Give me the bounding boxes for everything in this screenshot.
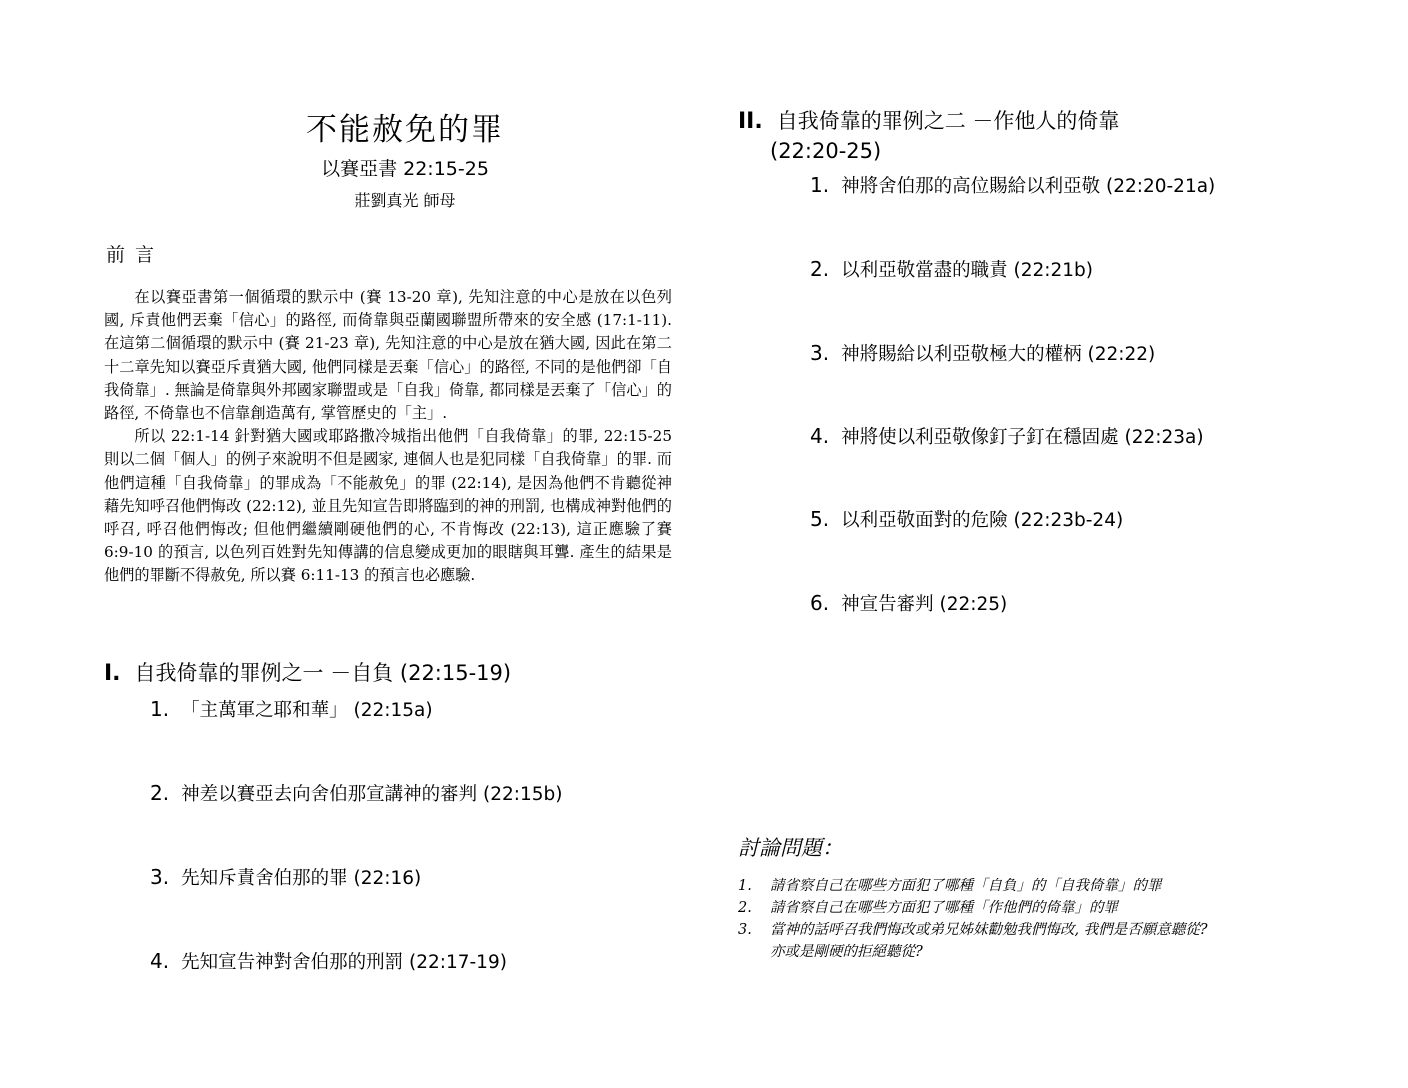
item-text: 神宣告審判 (22:25) xyxy=(841,594,1008,615)
item-number: 3. xyxy=(150,865,170,889)
author: 莊劉真光 師母 xyxy=(354,191,456,210)
discussion-question xyxy=(738,875,1378,897)
item-text: 先知斥責舍伯那的罪 (22:16) xyxy=(181,868,422,889)
section-2-title-ref: (22:20-25) xyxy=(770,139,882,163)
section-2-heading xyxy=(738,105,1119,163)
question-number: 2. xyxy=(738,900,752,916)
item-number: 1. xyxy=(810,173,830,197)
item-text: 以利亞敬當盡的職責 (22:21b) xyxy=(841,260,1093,281)
item-text: 神將使以利亞敬像釘子釘在穩固處 (22:23a) xyxy=(841,427,1204,448)
section-2-item xyxy=(810,423,1204,449)
section-2-number: II. xyxy=(738,109,763,134)
section-1-heading xyxy=(104,657,511,687)
section-1-number: I. xyxy=(104,661,121,686)
section-2-item xyxy=(810,340,1155,366)
item-number: 5. xyxy=(810,507,830,531)
question-text: 請省察自己在哪些方面犯了哪種「作他們的倚靠」的罪 xyxy=(770,900,1118,916)
item-number: 4. xyxy=(150,949,170,973)
section-1-item xyxy=(150,864,421,890)
item-text: 神將賜給以利亞敬極大的權柄 (22:22) xyxy=(841,344,1156,365)
intro-paragraph-2: 所以 22:1-14 針對猶大國或耶路撒冷城指出他們「自我倚靠」的罪, 22:15-25 則以二個「個人」的例子來說明不但是國家, 連個人也是犯同樣「自我倚靠」的罪. 而他們這種「自我倚靠」的罪成為「不能赦免」的罪 (22:14), 是因為他們不肯聽從神藉先知呼召他們悔改 (22:12), 並且先知宣告即將臨到的神的刑罰, 也構成神對他們的呼召, 呼召他們悔改; 但他們繼續剛硬他們的心, 不肯悔改 (22:13), 這正應驗了賽 6:9-10 的預言, 以色列百姓對先知傳講的信息變成更加的眼瞎與耳聾. 產生的結果是他們的罪斷不得赦免, 所以賽 6:11-13 的預言也必應驗. xyxy=(104,427,672,585)
intro-heading: 前言 xyxy=(106,244,165,266)
item-text: 神將舍伯那的高位賜給以利亞敬 (22:20-21a) xyxy=(841,176,1216,197)
section-2-title: 自我倚靠的罪例之二 －作他人的倚靠 xyxy=(776,109,1120,133)
section-2-item xyxy=(810,256,1093,282)
section-2-item xyxy=(810,506,1123,532)
item-number: 6. xyxy=(810,591,830,615)
section-1-item xyxy=(150,780,562,806)
item-number: 4. xyxy=(810,424,830,448)
item-text: 神差以賽亞去向舍伯那宣講神的審判 (22:15b) xyxy=(181,784,563,805)
intro-body xyxy=(104,286,672,588)
question-continuation: 亦或是剛硬的拒絕聽從? xyxy=(770,944,923,960)
item-number: 2. xyxy=(810,257,830,281)
section-1-title: 自我倚靠的罪例之一 －自負 (22:15-19) xyxy=(134,661,512,685)
intro-paragraph-1: 在以賽亞書第一個循環的默示中 (賽 13-20 章), 先知注意的中心是放在以色列國, 斥責他們丟棄「信心」的路徑, 而倚靠與亞蘭國聯盟所帶來的安全感 (17:1-11). 在這第二個循環的默示中 (賽 21-23 章), 先知注意的中心是放在猶大國, 因此在第二十二章先知以賽亞斥責猶大國, 他們同樣是丟棄「信心」的路徑, 不同的是他們卻「自我倚靠」. 無論是倚靠與外邦國家聯盟或是「自我」倚靠, 都同樣是丟棄了「信心」的路徑, 不倚靠也不信靠創造萬有, 掌管歷史的「主」. xyxy=(104,288,672,423)
item-number: 3. xyxy=(810,341,830,365)
item-number: 1. xyxy=(150,697,170,721)
question-text: 請省察自己在哪些方面犯了哪種「自負」的「自我倚靠」的罪 xyxy=(770,878,1162,894)
item-number: 2. xyxy=(150,781,170,805)
section-2-item xyxy=(810,172,1215,198)
page-title: 不能赦免的罪 xyxy=(306,112,504,148)
question-number: 1. xyxy=(738,878,752,894)
section-1-item xyxy=(150,696,433,722)
section-1-item xyxy=(150,948,507,974)
item-text: 「主萬軍之耶和華」 (22:15a) xyxy=(181,700,433,721)
section-2-item xyxy=(810,590,1007,616)
scripture-reference: 以賽亞書 22:15-25 xyxy=(321,158,489,180)
discussion-question xyxy=(738,897,1378,919)
item-text: 以利亞敬面對的危險 (22:23b-24) xyxy=(841,510,1124,531)
discussion-heading: 討論問題： xyxy=(738,836,843,860)
discussion-question xyxy=(738,919,1378,941)
question-text: 當神的話呼召我們悔改或弟兄姊妹勸勉我們悔改, 我們是否願意聽從? xyxy=(770,922,1208,938)
discussion-list xyxy=(738,875,1378,963)
question-number: 3. xyxy=(738,922,752,938)
item-text: 先知宣告神對舍伯那的刑罰 (22:17-19) xyxy=(181,952,507,973)
